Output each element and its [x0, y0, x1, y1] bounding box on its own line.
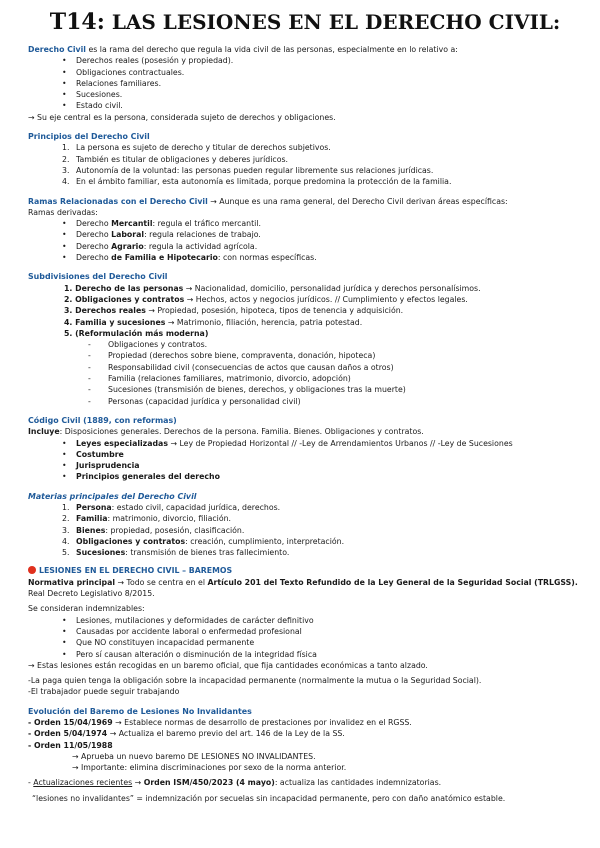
list-item: 2. También es titular de obligaciones y deberes jurídicos. [62, 154, 289, 164]
baremos-heading-line [28, 565, 582, 576]
intro-text: es la rama del derecho que regula la vida civil de las personas, especialmente en lo relativo a: [85, 45, 458, 54]
list-item: • Costumbre [62, 449, 582, 460]
list-item: 3. Derechos reales → Propiedad, posesión, hipoteca, tipos de tenencia y adquisición. [64, 306, 404, 316]
title-number: T14: [49, 9, 105, 35]
list-item: 5. (Reformulación más moderna) [64, 328, 209, 338]
codigo-list [28, 438, 582, 483]
evolucion-item: - Orden 15/04/1969 → Establece normas de desarrollo de prestaciones por invalidez en el RGSS. [28, 718, 412, 728]
actualizaciones-line: - Actualizaciones recientes → Orden ISM/450/2023 (4 mayo): actualiza las cantidades indemnizatorias. [28, 777, 442, 787]
definition-quote: “lesiones no invalidantes” = indemnización por secuelas sin incapacidad permanente, pero con daño anatómico estable. [32, 793, 506, 803]
list-item: 2. Obligaciones y contratos → Hechos, actos y negocios jurídicos. // Cumplimiento y efectos legales. [64, 294, 468, 304]
materias-list [28, 502, 582, 558]
list-item: • Derecho Laboral: regula relaciones de trabajo. [62, 229, 582, 240]
list-item: 4. Familia y sucesiones → Matrimonio, filiación, herencia, patria potestad. [64, 317, 363, 327]
intro-term: Derecho Civil [28, 45, 86, 54]
red-circle-icon [28, 566, 36, 574]
list-item: • Lesiones, mutilaciones y deformidades de carácter definitivo [62, 615, 582, 626]
list-item: • Derecho Agrario: regula la actividad agrícola. [62, 241, 582, 252]
ramas-subheading: Ramas derivadas: [28, 207, 98, 217]
list-item: - Responsabilidad civil (consecuencias de actos que causan daños a otros) [88, 362, 582, 373]
indemnizables-list [28, 615, 582, 660]
list-item: 1. La persona es sujeto de derecho y titular de derechos subjetivos. [62, 143, 331, 153]
list-item: 3. Bienes: propiedad, posesión, clasificación. [62, 525, 245, 535]
list-item: - Propiedad (derechos sobre biene, compraventa, donación, hipoteca) [88, 350, 582, 361]
title-text: LAS LESIONES EN EL DERECHO CIVIL: [111, 10, 561, 34]
list-item: • Causadas por accidente laboral o enfermedad profesional [62, 626, 582, 637]
list-item: 4. En el ámbito familiar, esta autonomía es limitada, porque predomina la protección de la familia. [62, 177, 452, 187]
list-item: • Obligaciones contractuales. [62, 67, 582, 78]
evolucion-item: - Orden 5/04/1974 → Actualiza el baremo previo del art. 146 de la Ley de la SS. [28, 729, 345, 739]
list-item: 3. Autonomía de la voluntad: las personas pueden regular libremente sus relaciones jurídicas. [62, 165, 434, 175]
page-title [28, 10, 582, 34]
list-item: • Derecho Mercantil: regula el tráfico mercantil. [62, 218, 582, 229]
intro-paragraph [28, 44, 582, 55]
baremos-line2: -El trabajador puede seguir trabajando [28, 687, 180, 697]
list-item: - Personas (capacidad jurídica y personalidad civil) [88, 396, 582, 407]
list-item: 2. Familia: matrimonio, divorcio, filiación. [62, 514, 232, 524]
evolucion-sub1: → Aprueba un nuevo baremo DE LESIONES NO INVALIDANTES. [72, 751, 316, 761]
consideran-text: Se consideran indemnizables: [28, 604, 145, 614]
codigo-heading: Código Civil (1889, con reformas) [28, 415, 177, 425]
ramas-heading: Ramas Relacionadas con el Derecho Civil [28, 196, 208, 206]
baremos-note: → Estas lesiones están recogidas en un baremo oficial, que fija cantidades económicas a tanto alzado. [28, 660, 428, 670]
list-item: • Pero sí causan alteración o disminución de la integridad física [62, 649, 582, 660]
list-item: • Leyes especializadas → Ley de Propiedad Horizontal // -Ley de Arrendamientos Urbanos // -Ley de Sucesiones [62, 438, 582, 449]
evolucion-sub2: → Importante: elimina discriminaciones por sexo de la norma anterior. [72, 763, 347, 773]
list-item: - Obligaciones y contratos. [88, 339, 582, 350]
evolucion-heading: Evolución del Baremo de Lesiones No Invalidantes [28, 706, 252, 716]
baremos-heading: LESIONES EN EL DERECHO CIVIL – BAREMOS [39, 566, 233, 576]
list-item: • Que NO constituyen incapacidad permanente [62, 637, 582, 648]
list-item: 1. Persona: estado civil, capacidad jurídica, derechos. [62, 502, 281, 512]
intro-note: → Su eje central es la persona, considerada sujeto de derechos y obligaciones. [28, 112, 336, 122]
principios-heading: Principios del Derecho Civil [28, 132, 150, 142]
subdivisiones-heading: Subdivisiones del Derecho Civil [28, 272, 168, 282]
list-item: • Jurisprudencia [62, 460, 582, 471]
list-item: • Principios generales del derecho [62, 471, 582, 482]
list-item: • Estado civil. [62, 100, 582, 111]
baremos-line1: -La paga quien tenga la obligación sobre la incapacidad permanente (normalmente la mutua o la Seguridad Social). [28, 676, 482, 686]
principios-list [28, 142, 582, 187]
modern-list [28, 339, 582, 407]
subdivisiones-list [28, 283, 582, 339]
materias-heading: Materias principales del Derecho Civil [28, 491, 197, 501]
intro-list [28, 55, 582, 111]
codigo-incluye: Incluye: Disposiciones generales. Derechos de la persona. Familia. Bienes. Obligaciones y contratos. [28, 427, 424, 437]
list-item: • Derecho de Familia e Hipotecario: con normas específicas. [62, 252, 582, 263]
normativa-paragraph: Normativa principal → Todo se centra en el Artículo 201 del Texto Refundido de la Ley General de la Seguridad Social (TRLGSS). Real Decreto Legislativo 8/2015. [28, 577, 578, 599]
evolucion-item: - Orden 11/05/1988 [28, 740, 113, 750]
ramas-heading-line [28, 196, 582, 207]
ramas-list [28, 218, 582, 263]
list-item: • Sucesiones. [62, 89, 582, 100]
list-item: • Relaciones familiares. [62, 78, 582, 89]
list-item: 1. Derecho de las personas → Nacionalidad, domicilio, personalidad jurídica y derechos personalísimos. [64, 283, 481, 293]
list-item: 5. Sucesiones: transmisión de bienes tras fallecimiento. [62, 548, 290, 558]
ramas-heading-tail: → Aunque es una rama general, del Derecho Civil derivan áreas específicas: [207, 196, 508, 206]
list-item: - Familia (relaciones familiares, matrimonio, divorcio, adopción) [88, 373, 582, 384]
list-item: • Derechos reales (posesión y propiedad). [62, 55, 582, 66]
list-item: - Sucesiones (transmisión de bienes, derechos, y obligaciones tras la muerte) [88, 384, 582, 395]
list-item: 4. Obligaciones y contratos: creación, cumplimiento, interpretación. [62, 536, 345, 546]
